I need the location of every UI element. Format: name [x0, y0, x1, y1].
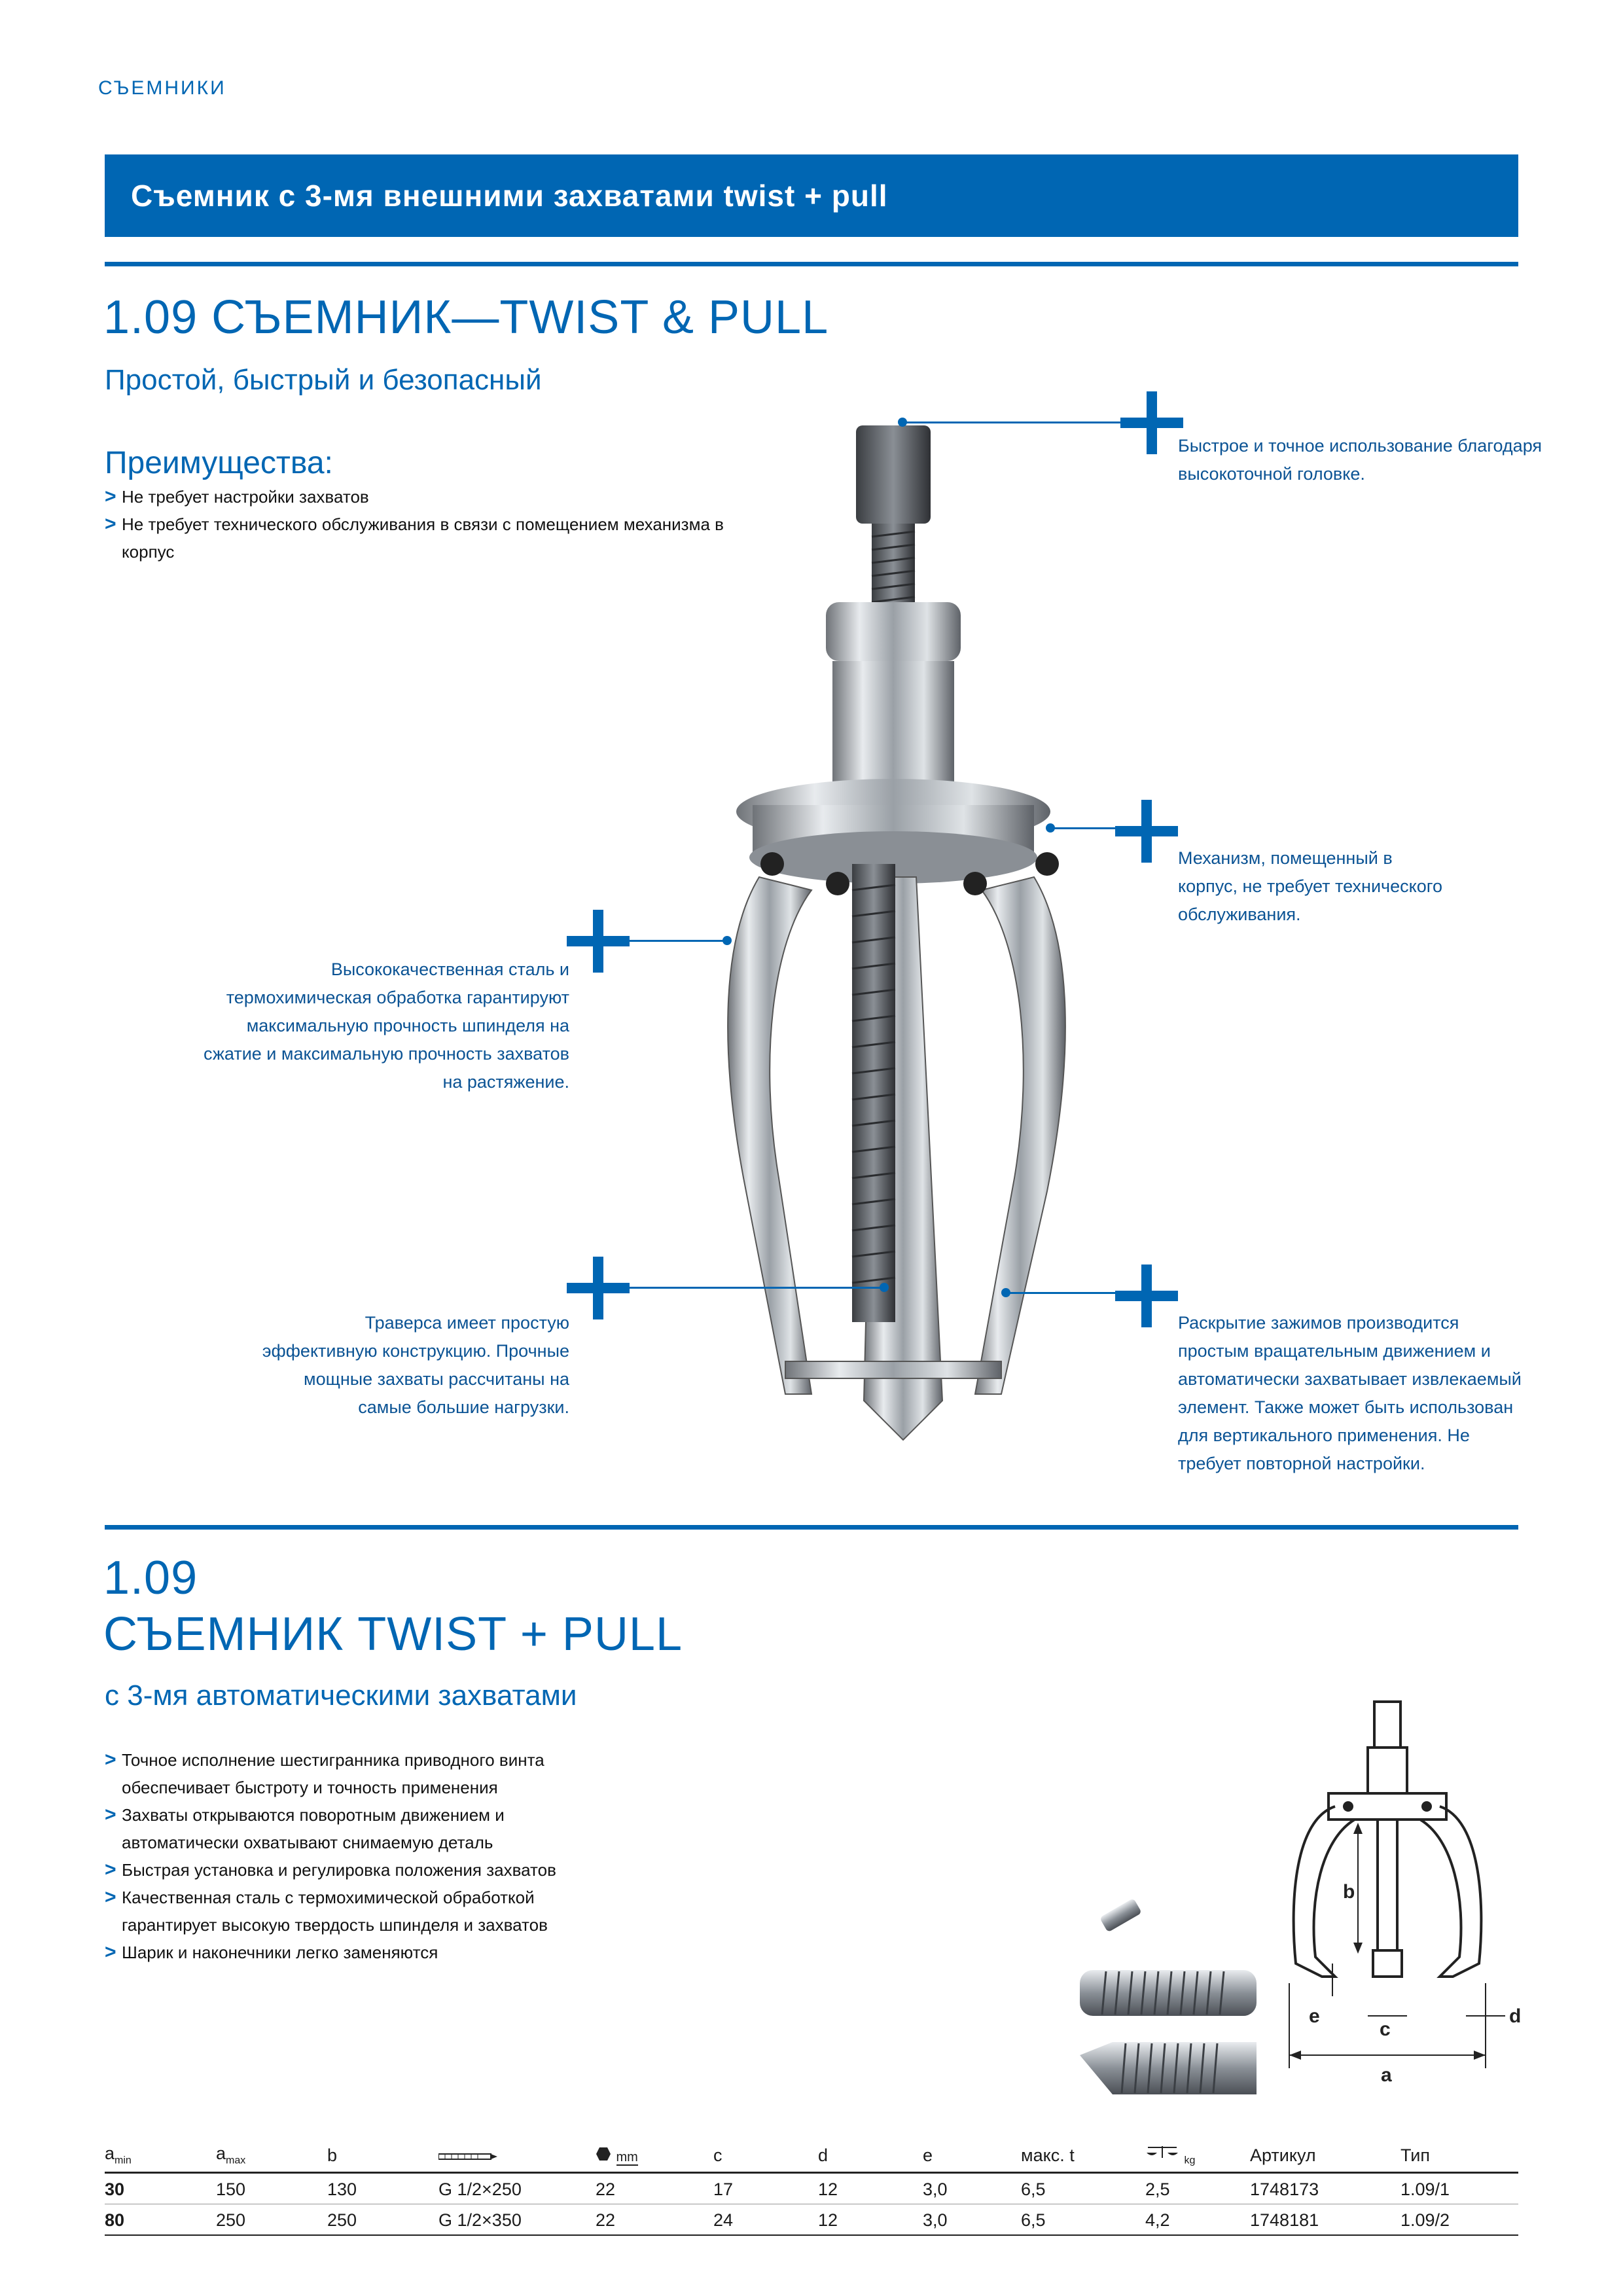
section-label: СЪЕМНИКИ [98, 77, 226, 99]
col-weight: kg [1145, 2140, 1250, 2173]
list-item: > Быстрая установка и регулировка положения захватов [105, 1856, 615, 1884]
plus-icon [1115, 800, 1178, 863]
product-title: 1.09 СЪЕМНИК—TWIST & PULL [103, 291, 829, 344]
list-item: > Точное исполнение шестигранника приводного винта обеспечивает быстроту и точность применения [105, 1746, 615, 1801]
col-a-max: $a_{max}$ [216, 2140, 327, 2173]
callout-low-right: Раскрытие зажимов производится простым вращательным движением и автоматически захватывает извлекаемый элемент. Также может быть использован для вертикального применения. Не требует повторной настройки. [1178, 1313, 1522, 1473]
chevron-right-icon: > [105, 1804, 116, 1825]
list-item: > Захваты открываются поворотным движением и автоматически охватывают снимаемую деталь [105, 1801, 615, 1856]
advantages-title: Преимущества: [105, 446, 333, 480]
hex-icon [596, 2147, 611, 2161]
chevron-right-icon: > [105, 486, 116, 507]
col-article: Артикул [1250, 2140, 1400, 2173]
callout-leader [609, 940, 726, 942]
plus-icon [1120, 391, 1183, 454]
callout-dot [880, 1283, 889, 1292]
col-type: Тип [1400, 2140, 1518, 2173]
banner-title: Съемник с 3-мя внешними захватами twist + pull [131, 179, 888, 213]
col-spindle [438, 2140, 596, 2173]
col-max-t: макс. t [1021, 2140, 1145, 2173]
callout-mid-left: Высококачественная сталь и термохимическая обработка гарантируют максимальную прочность шпинделя на сжатие и максимальную прочность захватов на растяжение. [204, 960, 569, 1092]
advantages-list [105, 483, 759, 565]
col-e: e [923, 2140, 1021, 2173]
callout-mid-right: Механизм, помещенный в корпус, не требует технического обслуживания. [1178, 848, 1443, 924]
col-b: b [327, 2140, 438, 2173]
col-a-min: $a_{min}$ [105, 2140, 216, 2173]
dimension-diagram [1270, 1689, 1531, 2114]
table-row: 30 150 130 G 1/2×250 22 17 12 3,0 6,5 2,5 1748173 1.09/1 [105, 2173, 1518, 2204]
col-c: c [713, 2140, 818, 2173]
callout-leader [609, 1287, 883, 1289]
features-list [105, 1746, 615, 1966]
col-hex: mm [596, 2140, 713, 2173]
dim-label-d: d [1509, 2005, 1522, 2027]
chevron-right-icon: > [105, 1886, 116, 1908]
title-banner [105, 154, 1518, 237]
divider-middle [105, 1525, 1518, 1530]
list-item: > Не требует технического обслуживания в связи с помещением механизма в корпус [105, 511, 759, 565]
divider-top [105, 262, 1518, 266]
callout-low-left: Траверса имеет простую эффективную конструкцию. Прочные мощные захваты рассчитаны на самые большие нагрузки. [262, 1313, 569, 1417]
callout-top-right: Быстрое и точное использование благодаря высокоточной головке. [1178, 436, 1543, 484]
table-row: 80 250 250 G 1/2×350 22 24 12 3,0 6,5 4,2 1748181 1.09/2 [105, 2204, 1518, 2236]
list-item: > Качественная сталь с термохимической обработкой гарантирует высокую твердость шпинделя и захватов [105, 1884, 615, 1939]
list-item: > Не требует настройки захватов [105, 483, 759, 511]
list-item: > Шарик и наконечники легко заменяются [105, 1939, 615, 1966]
table-header-row [105, 2140, 1518, 2173]
spare-tips-illustration [1073, 1898, 1257, 2108]
callout-dot [722, 936, 732, 945]
section2-title: СЪЕМНИК TWIST + PULL [103, 1608, 683, 1660]
chevron-right-icon: > [105, 513, 116, 535]
spec-table [105, 2140, 1518, 2236]
spindle-icon [438, 2152, 497, 2161]
dim-label-a: a [1381, 2064, 1392, 2086]
callout-leader [903, 422, 1132, 423]
puller-illustration [681, 406, 1139, 1466]
section2-number: 1.09 [103, 1552, 198, 1604]
section2-subtitle: с 3-мя автоматическими захватами [105, 1679, 577, 1712]
dim-label-e: e [1309, 2005, 1320, 2027]
dim-label-b: b [1343, 1881, 1355, 1903]
col-d: d [818, 2140, 923, 2173]
chevron-right-icon: > [105, 1941, 116, 1963]
chevron-right-icon: > [105, 1859, 116, 1880]
product-subtitle: Простой, быстрый и безопасный [105, 364, 542, 396]
chevron-right-icon: > [105, 1749, 116, 1770]
scale-icon [1145, 2145, 1179, 2159]
dim-label-c: c [1380, 2018, 1391, 2040]
plus-icon [1115, 1265, 1178, 1327]
